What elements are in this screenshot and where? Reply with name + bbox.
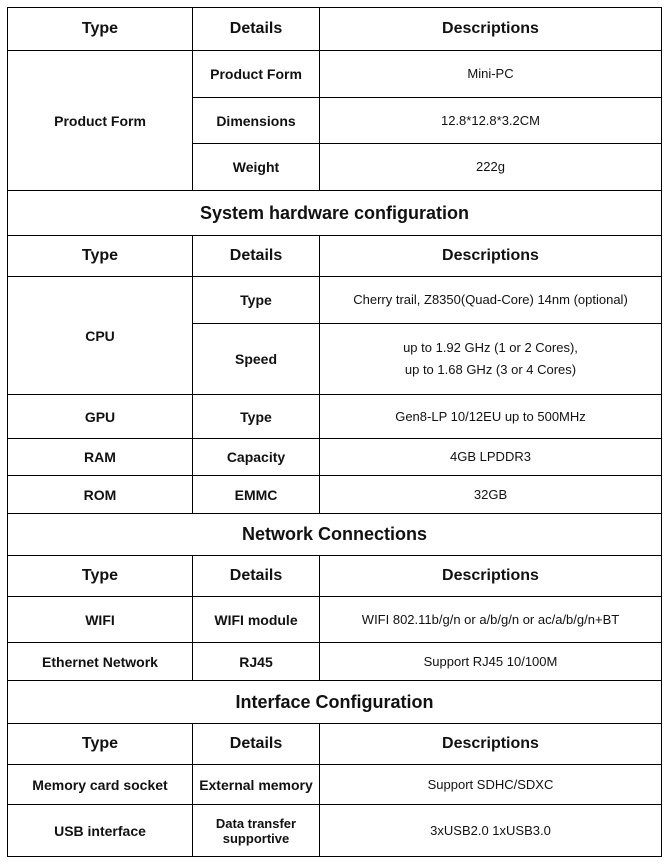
- header-row: [8, 724, 662, 765]
- product-form-type: Product Form: [8, 51, 193, 191]
- ram-type: RAM: [8, 439, 193, 476]
- desc-cell: 4GB LPDDR3: [320, 439, 662, 476]
- table-row: [8, 643, 662, 681]
- detail-cell: Dimensions: [193, 98, 320, 144]
- speed-line-2: up to 1.68 GHz (3 or 4 Cores): [404, 362, 577, 377]
- header-descriptions: Descriptions: [320, 556, 662, 597]
- header-descriptions: Descriptions: [320, 236, 662, 277]
- section-title-network: Network Connections: [8, 514, 662, 556]
- header-details: Details: [193, 724, 320, 765]
- desc-cell: Cherry trail, Z8350(Quad-Core) 14nm (optional): [320, 277, 662, 324]
- usb-detail-line-1: Data transfer: [215, 815, 297, 831]
- header-details: Details: [193, 236, 320, 277]
- memory-type: Memory card socket: [8, 765, 193, 805]
- desc-cell: 32GB: [320, 476, 662, 514]
- header-descriptions: Descriptions: [320, 8, 662, 51]
- rom-type: ROM: [8, 476, 193, 514]
- usb-type: USB interface: [8, 805, 193, 857]
- detail-cell: Type: [193, 395, 320, 439]
- detail-cell: [193, 805, 320, 857]
- desc-cell: 12.8*12.8*3.2CM: [320, 98, 662, 144]
- section-row: [8, 191, 662, 236]
- table-row: [8, 765, 662, 805]
- desc-cell: WIFI 802.11b/g/n or a/b/g/n or ac/a/b/g/n+BT: [320, 597, 662, 643]
- table-row: [8, 597, 662, 643]
- usb-detail-line-2: supportive: [222, 830, 290, 846]
- desc-cell: Support RJ45 10/100M: [320, 643, 662, 681]
- header-type: Type: [8, 236, 193, 277]
- header-details: Details: [193, 556, 320, 597]
- detail-cell: EMMC: [193, 476, 320, 514]
- header-row: [8, 8, 662, 51]
- header-type: Type: [8, 556, 193, 597]
- section-row: [8, 681, 662, 724]
- desc-cell: [320, 324, 662, 395]
- spec-table: [7, 7, 662, 857]
- detail-cell: Product Form: [193, 51, 320, 98]
- speed-line-1: up to 1.92 GHz (1 or 2 Cores),: [403, 340, 578, 355]
- wifi-type: WIFI: [8, 597, 193, 643]
- table-row: [8, 51, 662, 98]
- table-row: [8, 395, 662, 439]
- section-row: [8, 514, 662, 556]
- gpu-type: GPU: [8, 395, 193, 439]
- detail-cell: Capacity: [193, 439, 320, 476]
- detail-cell: RJ45: [193, 643, 320, 681]
- table-row: [8, 439, 662, 476]
- header-details: Details: [193, 8, 320, 51]
- desc-cell: Mini-PC: [320, 51, 662, 98]
- detail-cell: Weight: [193, 144, 320, 191]
- ethernet-type: Ethernet Network: [8, 643, 193, 681]
- detail-cell: Type: [193, 277, 320, 324]
- detail-cell: External memory: [193, 765, 320, 805]
- desc-cell: 3xUSB2.0 1xUSB3.0: [320, 805, 662, 857]
- table-row: [8, 805, 662, 857]
- section-title-hardware: System hardware configuration: [8, 191, 662, 236]
- desc-cell: Support SDHC/SDXC: [320, 765, 662, 805]
- desc-cell: 222g: [320, 144, 662, 191]
- detail-cell: WIFI module: [193, 597, 320, 643]
- desc-cell: Gen8-LP 10/12EU up to 500MHz: [320, 395, 662, 439]
- header-row: [8, 236, 662, 277]
- table-row: [8, 476, 662, 514]
- table-row: [8, 277, 662, 324]
- header-type: Type: [8, 724, 193, 765]
- header-type: Type: [8, 8, 193, 51]
- cpu-type: CPU: [8, 277, 193, 395]
- detail-cell: Speed: [193, 324, 320, 395]
- section-title-interface: Interface Configuration: [8, 681, 662, 724]
- header-descriptions: Descriptions: [320, 724, 662, 765]
- header-row: [8, 556, 662, 597]
